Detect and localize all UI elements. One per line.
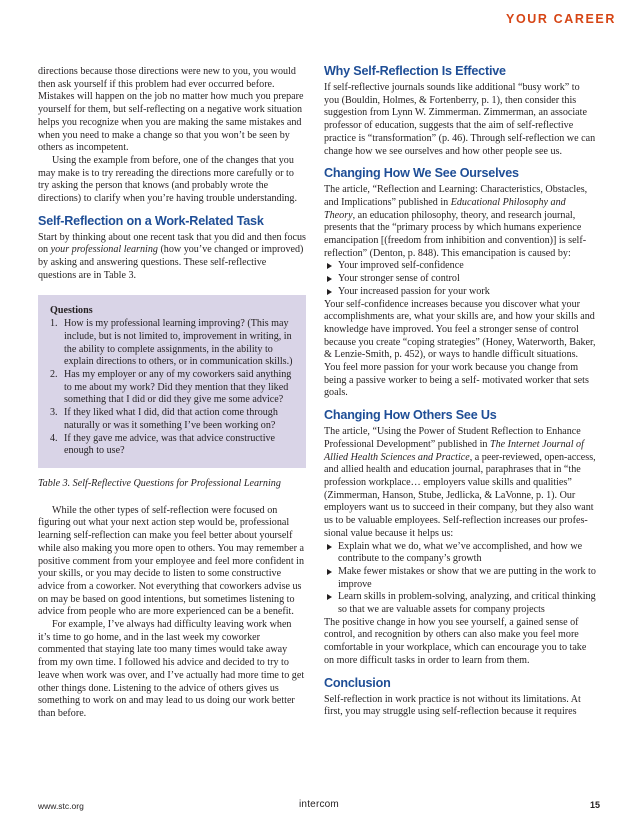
list-item: Your improved self-confidence — [324, 260, 596, 273]
triangle-bullet-icon — [327, 289, 332, 295]
questions-title: Questions — [50, 304, 93, 316]
paragraph: The article, “Reflection and Learning: Characteristics, Obstacles, and Implications” published in Educational Philosophy and Theory, an education philosophy, theory, and research journal, presents that the “primary process by which humans experience emancipation [(freedom from inhibition and convention)] is self-reflection” (Denton, p. 848). This emancipation is caused by: — [324, 184, 588, 259]
questions-table — [38, 295, 306, 468]
heading-others-see-us: Changing How Others See Us — [324, 408, 497, 423]
triangle-bullet-icon — [327, 544, 332, 550]
question-item: 4. If they gave me advice, was that advice constructive enough to use? — [50, 432, 276, 457]
heading-why-effective: Why Self-Reflection Is Effective — [324, 64, 506, 78]
page-footer — [38, 799, 600, 813]
questions-list — [50, 318, 294, 458]
heading-see-ourselves: Changing How We See Ourselves — [324, 166, 519, 181]
heading-work-task: Self-Reflection on a Work-Related Task — [38, 213, 264, 228]
paragraph: The positive change in how you see yourself, a gained sense of control, and recognition by others can also make you feel more comfortable in your workplace, which can encourage you to take on more difficult tasks in order to learn from them. — [324, 616, 587, 666]
paragraph: Self-reflection in work practice is not without its limitations. At first, you may struggle using self-reflection because it requires — [324, 693, 581, 718]
paragraph: Your self-confidence increases because you discover what your accomplishments are, what your skills are, and how your skills and knowledge have improved. You feel a stronger sense of control because you create “coping strategies” (Honey, Waterworth, Baker, & Lenzie-Smith, p. 452), or ways to handle difficult situations. You feel more passion for your work because you change from being a passive worker to being a self- motivated worker that sets goals. — [324, 298, 596, 399]
paragraph: While the other types of self-reflection were focused on figuring out what your next action step would be, professional learning self-reflection can make you feel better about yourself while also making you more open to others. You may remember a positive comment from your employee and feel more confident in your skills, or you may decide to listen to some constructive advice from a coworker. Not everything that coworkers advise us on may be based on good intentions, but sometimes listening to advice from people who are more experienced can be a benefit. — [38, 504, 305, 618]
paragraph: directions because those directions were new to you, you would then ask yourself if this problem had ever occurred before. Mistakes will happen on the job no matter how much you prepare yourself for them, but self-reflecting on a negative work situation helps you recognize when you are making the same mistakes and when you need to make a change so that you won’t be seen by others as incompetent. — [38, 66, 304, 154]
right-column — [324, 64, 596, 719]
paragraph: Start by thinking about one recent task that you did and then focus on your professional learning (how you’ve changed or improved) by asking and answering questions. These self-reflective questions are in Table 3. — [38, 231, 306, 281]
page-number: 15 — [589, 800, 600, 810]
triangle-bullet-icon — [327, 594, 332, 600]
paragraph: If self-reflective journals sounds like additional “busy work” to you (Bouldin, Holmes, & Fortenberry, p. 1), then consider this suggestion from Lynn W. Zimmerman. Zimmerman, an associate professor of education, suggests that the aim of self-reflective practice is “transformation” (p. 46). Through self-reflection we can change how we see ourselves and how other people see us. — [324, 82, 596, 157]
question-item: 3. If they liked what I did, did that action come through naturally or was it something I’ve been working on? — [50, 407, 278, 431]
list-item: Your increased passion for your work — [324, 286, 596, 299]
emancipation-list — [324, 260, 596, 298]
list-item: Your stronger sense of control — [324, 273, 596, 286]
triangle-bullet-icon — [327, 276, 332, 282]
table-caption: Table 3. Self-Reflective Questions for Professional Learning — [38, 477, 281, 489]
list-item: Make fewer mistakes or show that we are putting in the work to improve — [324, 566, 596, 591]
heading-conclusion: Conclusion — [324, 675, 391, 690]
paragraph: Using the example from before, one of the changes that you may make is to try rereading the directions more carefully or to try asking the person that knows (and probably wrote the directions) to clarify when you’re having trouble understanding. — [38, 154, 297, 205]
left-column — [38, 66, 306, 721]
footer-url: www.stc.org — [38, 801, 84, 811]
question-item: 1. How is my professional learning improving? (This may include, but is not limited to, improvement in writing, in the ability to complete assignments, in the ability to explain directions to others, or in communication skills.) — [50, 318, 293, 368]
question-item: 2. Has my employer or any of my coworkers said anything to me about my work? Did they mention that they liked something that I did or did they give me some advice? — [50, 369, 292, 406]
section-label: YOUR CAREER — [506, 12, 616, 26]
triangle-bullet-icon — [327, 263, 332, 269]
list-item: Learn skills in problem-solving, analyzing, and critical thinking so that we are valuable assets for company projects — [324, 591, 596, 616]
magazine-name: intercom — [299, 799, 339, 810]
paragraph: For example, I’ve always had difficulty leaving work when it’s time to go home, and in the last week my coworker commented that staying late too many times would take away from my own time. I followed his advice and decided to try to leave when work was over, and I’ve actually had more time to get other things done. Listening to the advice of others gives us something to work on and may lead to us doing our work better than before. — [38, 619, 305, 719]
list-item: Explain what we do, what we’ve accomplished, and how we contribute to the company’s growth — [324, 541, 596, 566]
paragraph: The article, “Using the Power of Student Reflection to Enhance Professional Development” published in The Internet Journal of Allied Health Sciences and Practice, a peer-reviewed, open-access, and allied health and education journal, paraphrases that in “the profession workplace… employers value skills and qualities” (Zimmerman, Hanson, Stube, Jedlicka, & LaVonne, p. 1). Our employers want us to succeed in their company, but they also want us to be valuable employees. Self-reflection increases our profes-sional value because it helps us: — [324, 426, 596, 539]
triangle-bullet-icon — [327, 569, 332, 575]
professional-value-list — [324, 541, 596, 617]
